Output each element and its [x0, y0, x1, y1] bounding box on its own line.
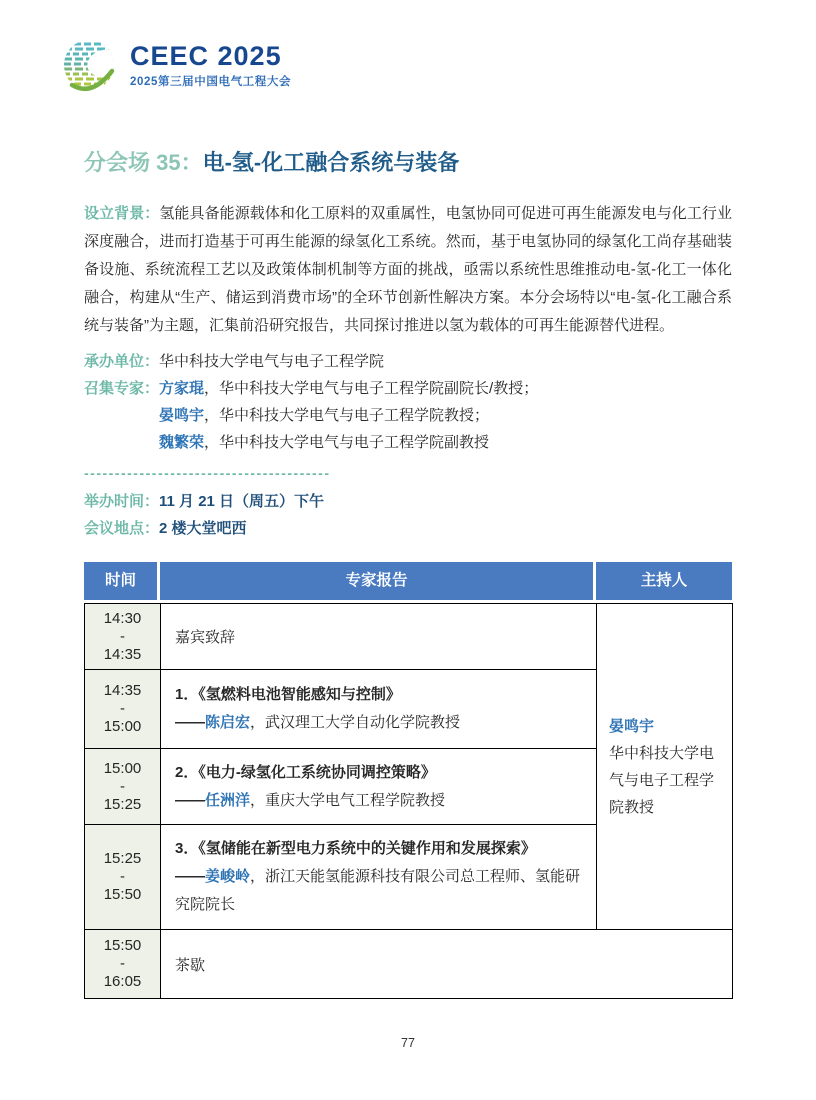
- time-start: 15:00: [103, 759, 142, 777]
- report-title: 3．《氢储能在新型电力系统中的关键作用和发展探索》: [175, 840, 536, 857]
- time-start: 15:50: [103, 937, 142, 954]
- time-end: 16:05: [103, 973, 142, 990]
- time-end: 15:00: [103, 718, 142, 735]
- time-end: 15:25: [103, 795, 142, 813]
- event-venue-value: 2 楼大堂吧西: [159, 520, 247, 537]
- report-text: 茶歇: [175, 956, 206, 974]
- convener-desc: ，华中科技大学电气与电子工程学院教授；: [204, 407, 490, 424]
- speaker-affiliation: ，浙江天能氢能源科技有限公司总工程师、氢能研究院院长: [175, 868, 581, 913]
- page-content: [84, 0, 732, 999]
- time-end: 14:35: [103, 645, 142, 663]
- speaker-name: 任洲洋: [205, 791, 251, 809]
- table-header-row: [84, 562, 732, 600]
- header-host: 主持人: [596, 562, 732, 600]
- schedule-table: [84, 562, 732, 999]
- moderator-title: 华中科技大学电气与电子工程学院教授: [609, 744, 715, 816]
- speaker-dash: ——: [175, 714, 205, 731]
- time-cell: [85, 930, 161, 999]
- convener-item: [159, 429, 732, 456]
- time-dash: -: [120, 777, 125, 795]
- speaker-affiliation: ，武汉理工大学自动化学院教授: [250, 714, 461, 731]
- convener-name: 方家琨: [159, 380, 205, 397]
- conveners-list: [159, 375, 732, 456]
- report-speaker-line: [175, 863, 582, 919]
- time-dash: -: [120, 868, 125, 885]
- time-cell: [85, 749, 161, 825]
- report-cell: [161, 749, 597, 825]
- dashed-divider: ----------------------------------------: [84, 465, 331, 481]
- session-title: [84, 148, 732, 178]
- event-venue-line: [84, 515, 732, 542]
- report-speaker-line: [175, 787, 582, 815]
- time-cell: [85, 825, 161, 930]
- header-time: 时间: [84, 562, 160, 600]
- time-cell: [85, 670, 161, 749]
- event-venue-label: 会议地点：: [84, 520, 160, 537]
- background-text: 氢能具备能源载体和化工原料的双重属性，电氢协同可促进可再生能源发电与化工行业深度融合，进而打造基于可再生能源的绿氢化工系统。然而，基于电氢协同的绿氢化工尚存基础装备设施、系统流程工艺以及政策体制机制等方面的挑战，亟需以系统性思维推动电-氢-化工一体化融合，构建从“生产、储运到消费市场”的全环节创新性解决方案。本分会场特以“电-氢-化工融合系统与装备”为主题，汇集前沿研究报告，共同探讨推进以氢为载体的可再生能源替代进程。: [84, 205, 732, 334]
- event-time-line: [84, 488, 732, 515]
- logo-subtitle: 2025第三届中国电气工程大会: [130, 76, 292, 88]
- time-dash: -: [120, 700, 125, 717]
- time-start: 14:35: [103, 682, 142, 699]
- time-start: 15:25: [103, 850, 142, 867]
- organizer-line: [84, 348, 732, 375]
- convener-item: [159, 402, 732, 429]
- organizer-value: 华中科技大学电气与电子工程学院: [159, 353, 385, 370]
- report-text: 嘉宾致辞: [175, 629, 236, 646]
- report-speaker-line: [175, 709, 582, 737]
- speaker-name: 陈启宏: [205, 714, 251, 731]
- convener-desc: ，华中科技大学电气与电子工程学院副院长/教授；: [204, 380, 539, 397]
- table-body: [84, 603, 733, 999]
- time-dash: -: [120, 627, 125, 645]
- report-title: 2．《电力-绿氢化工系统协同调控策略》: [175, 763, 436, 781]
- convener-name: 魏繁荣: [159, 434, 205, 451]
- report-cell: [161, 825, 597, 930]
- speaker-name: 姜峻岭: [205, 868, 251, 885]
- event-time-value: 11 月 21 日（周五）下午: [159, 493, 325, 510]
- session-number: 分会场 35：: [84, 150, 203, 175]
- report-title: 1．《氢燃料电池智能感知与控制》: [175, 686, 401, 703]
- speaker-dash: ——: [175, 868, 205, 885]
- moderator-cell: [597, 604, 733, 930]
- table-row: [85, 604, 733, 670]
- conveners-label: 召集专家：: [84, 380, 160, 397]
- conveners-block: [84, 375, 732, 456]
- convener-name: 晏鸣宇: [159, 407, 205, 424]
- time-dash: -: [120, 955, 125, 972]
- header-report: 专家报告: [160, 562, 596, 600]
- table-row: [85, 930, 733, 999]
- time-start: 14:30: [103, 609, 142, 627]
- convener-desc: ，华中科技大学电气与电子工程学院副教授: [204, 434, 490, 451]
- speaker-dash: ——: [175, 791, 205, 809]
- report-cell: [161, 930, 733, 999]
- background-paragraph: [84, 200, 732, 340]
- report-cell: [161, 670, 597, 749]
- background-label: 设立背景：: [84, 205, 160, 222]
- speaker-affiliation: ，重庆大学电气工程学院教授: [250, 791, 446, 809]
- time-cell: [85, 604, 161, 670]
- session-name: 电-氢-化工融合系统与装备: [202, 150, 460, 175]
- moderator-name: 晏鸣宇: [609, 717, 655, 735]
- convener-item: [159, 375, 732, 402]
- logo-title: CEEC 2025: [130, 41, 282, 71]
- page-number: 77: [401, 1036, 415, 1050]
- time-end: 15:50: [103, 886, 142, 903]
- report-cell: [161, 604, 597, 670]
- organizer-label: 承办单位：: [84, 353, 160, 370]
- event-time-label: 举办时间：: [84, 493, 160, 510]
